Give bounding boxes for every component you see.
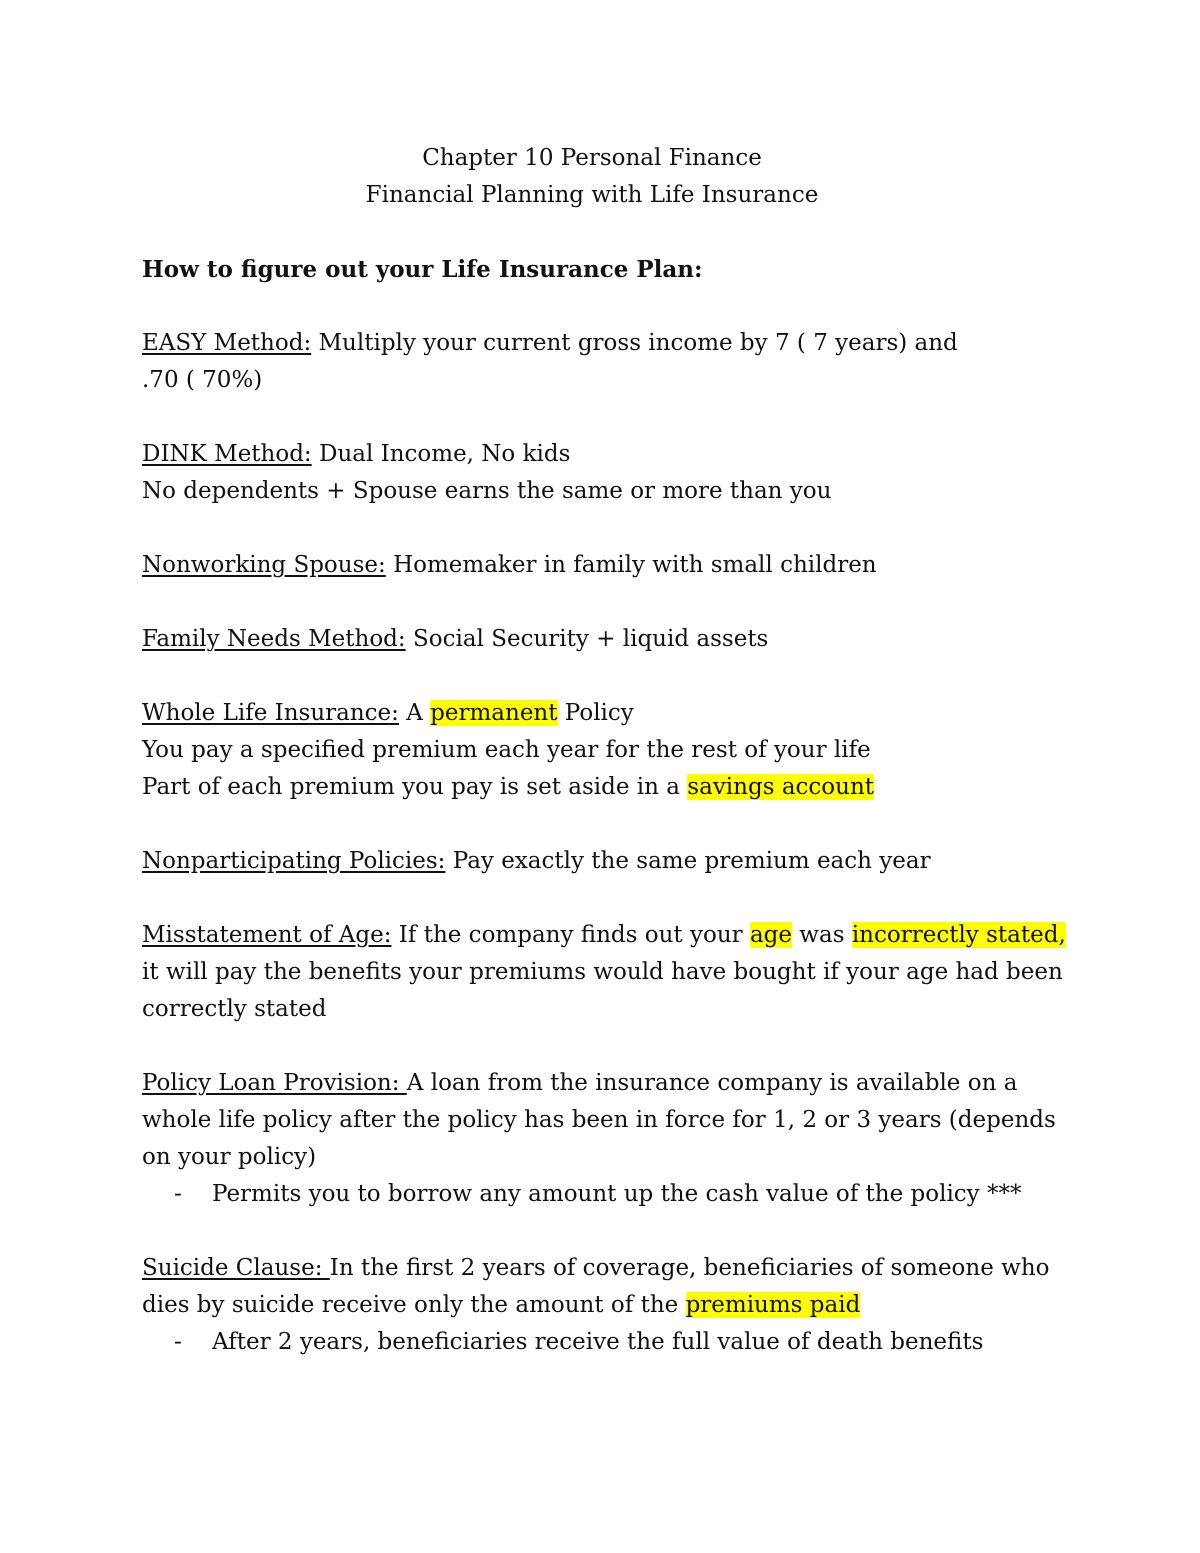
policy-loan-text: A loan from the insurance company is available on a <box>406 1070 1018 1096</box>
suicide-clause-bullet <box>142 1324 1072 1361</box>
spacer <box>142 584 1072 621</box>
nonparticipating-text: Pay exactly the same premium each year <box>445 848 931 874</box>
nonworking-spouse-paragraph <box>142 547 1072 584</box>
easy-method-text: Multiply your current gross income by 7 ( 7 years) and <box>311 330 958 356</box>
suicide-clause-text-line2-pre: dies by suicide receive only the amount of the <box>142 1292 686 1318</box>
policy-loan-bullet <box>142 1176 1072 1213</box>
document-title: Chapter 10 Personal Finance <box>422 145 762 171</box>
family-needs-term: Family Needs Method: <box>142 626 406 652</box>
spacer <box>142 806 1072 843</box>
misstatement-text-pre: If the company finds out your <box>391 922 750 948</box>
spacer <box>142 1028 1072 1065</box>
whole-life-text-line2: You pay a specified premium each year for the rest of your life <box>142 737 871 763</box>
bullet-dash: - <box>174 1181 182 1207</box>
policy-loan-paragraph <box>142 1065 1072 1102</box>
highlight-permanent: permanent <box>430 700 558 726</box>
suicide-clause-bullet-text: After 2 years, beneficiaries receive the full value of death benefits <box>212 1329 984 1355</box>
document-body <box>142 140 1072 1361</box>
whole-life-text-pre: A <box>398 700 431 726</box>
misstatement-text-mid: was <box>792 922 852 948</box>
family-needs-text: Social Security + liquid assets <box>405 626 769 652</box>
highlight-age: age <box>749 922 792 948</box>
suicide-clause-text-line2 <box>142 1287 1072 1324</box>
nonparticipating-paragraph <box>142 843 1072 880</box>
highlight-premiums-paid: premiums paid <box>685 1292 861 1318</box>
whole-life-term: Whole Life Insurance: <box>142 700 399 726</box>
misstatement-paragraph <box>142 917 1072 954</box>
easy-method-paragraph <box>142 325 1072 362</box>
family-needs-paragraph <box>142 621 1072 658</box>
spacer <box>142 658 1072 695</box>
highlight-savings-account: savings account <box>687 774 875 800</box>
whole-life-paragraph <box>142 695 1072 732</box>
whole-life-text-post: Policy <box>557 700 634 726</box>
dink-method-term: DINK Method: <box>142 441 312 467</box>
dink-method-text: Dual Income, No kids <box>311 441 571 467</box>
spacer <box>142 399 1072 436</box>
section-heading: How to figure out your Life Insurance Plan: <box>142 256 703 283</box>
suicide-clause-term: Suicide Clause: <box>142 1255 330 1281</box>
spacer <box>142 1213 1072 1250</box>
document-subtitle: Financial Planning with Life Insurance <box>365 182 819 208</box>
whole-life-text-line3 <box>142 769 1072 806</box>
suicide-clause-text: In the first 2 years of coverage, beneficiaries of someone who <box>329 1255 1050 1281</box>
dink-method-text-line2: No dependents + Spouse earns the same or more than you <box>142 478 832 504</box>
policy-loan-text-line2: whole life policy after the policy has been in force for 1, 2 or 3 years (depends <box>142 1107 1056 1133</box>
spacer <box>142 214 1072 251</box>
suicide-clause-paragraph <box>142 1250 1072 1287</box>
easy-method-text-line2: .70 ( 70%) <box>142 367 263 393</box>
spacer <box>142 880 1072 917</box>
nonworking-spouse-term: Nonworking Spouse: <box>142 552 386 578</box>
whole-life-text-line3-pre: Part of each premium you pay is set aside in a <box>142 774 688 800</box>
policy-loan-bullet-text: Permits you to borrow any amount up the cash value of the policy *** <box>212 1181 1022 1207</box>
highlight-incorrectly-stated: incorrectly stated, <box>851 922 1066 948</box>
spacer <box>142 288 1072 325</box>
spacer <box>142 510 1072 547</box>
misstatement-term: Misstatement of Age: <box>142 922 392 948</box>
misstatement-text-line3: correctly stated <box>142 996 327 1022</box>
easy-method-term: EASY Method: <box>142 330 312 356</box>
policy-loan-text-line3: on your policy) <box>142 1144 317 1170</box>
nonworking-spouse-text: Homemaker in family with small children <box>385 552 877 578</box>
misstatement-text-line2: it will pay the benefits your premiums would have bought if your age had been <box>142 959 1063 985</box>
policy-loan-term: Policy Loan Provision: <box>142 1070 407 1096</box>
bullet-dash: - <box>174 1329 182 1355</box>
dink-method-paragraph <box>142 436 1072 473</box>
nonparticipating-term: Nonparticipating Policies: <box>142 848 446 874</box>
